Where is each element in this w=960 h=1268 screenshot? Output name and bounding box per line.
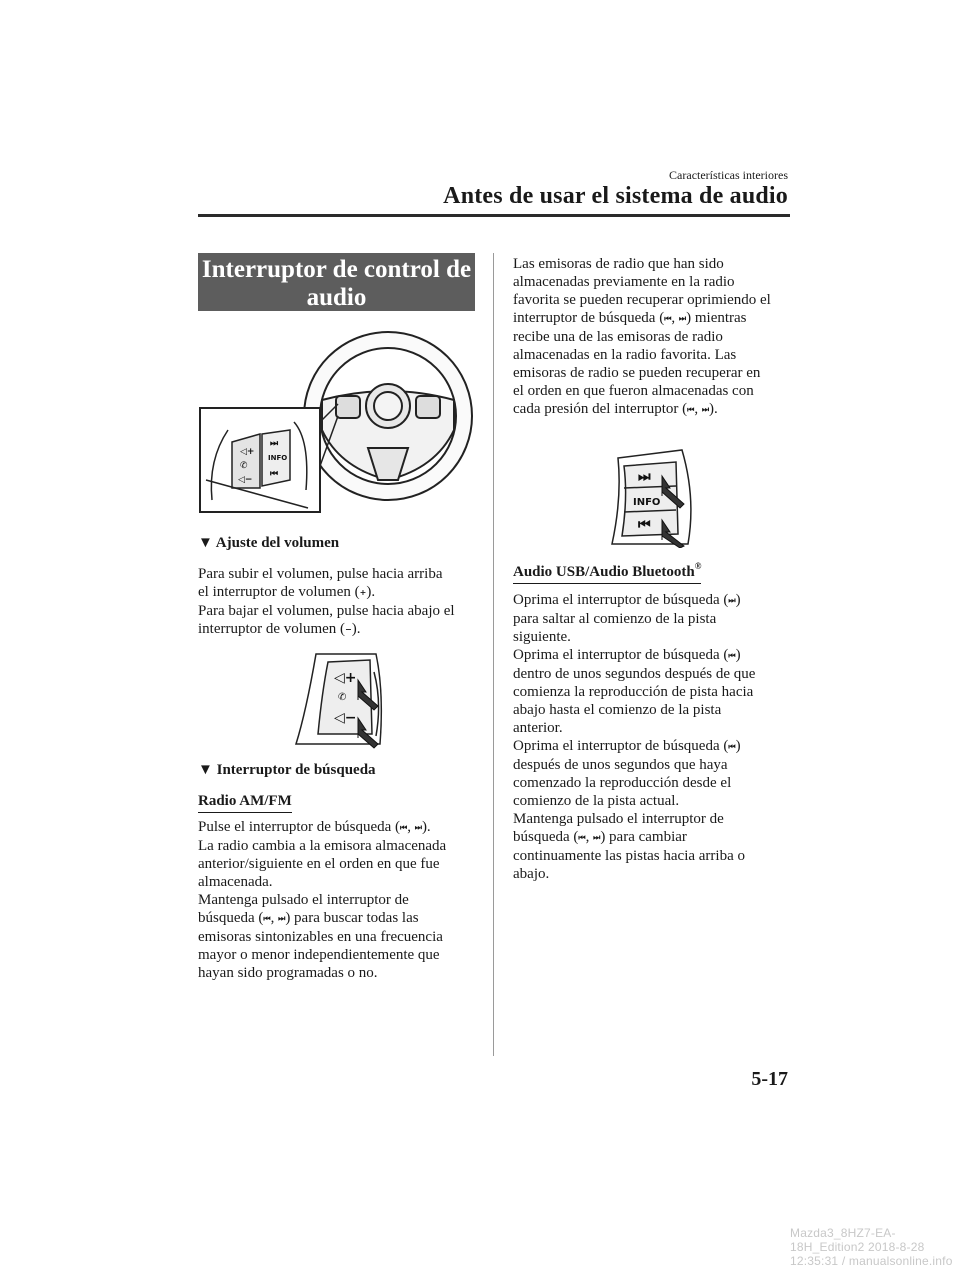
svg-text:⏭: ⏭ (638, 469, 651, 485)
volume-subheading (198, 535, 339, 552)
svg-text:◁+: ◁+ (334, 670, 357, 686)
search-back-icon: ⏮ (400, 823, 408, 832)
footer-watermark: Mazda3_8HZ7-EA-18H_Edition2 2018-8-28 12:35:31 / manualsonline.info (790, 1226, 953, 1268)
svg-text:✆: ✆ (240, 461, 248, 471)
text-line: abajo. (513, 866, 550, 882)
steering-wheel-drawing (304, 332, 472, 500)
text-line: comienzo de la pista actual. (513, 793, 680, 809)
svg-text:◁−: ◁− (334, 710, 357, 726)
text-line: Pulse el interruptor de búsqueda (⏮, ⏭). (198, 819, 431, 835)
search-back-icon: ⏮ (687, 405, 695, 414)
text-line: mayor o menor independientemente que (198, 947, 440, 963)
registered-mark: ® (694, 561, 702, 571)
text-line: para saltar al comienzo de la pista (513, 611, 717, 627)
text-line: anterior/siguiente en el orden en que fue (198, 856, 440, 872)
volume-subheading-text: Ajuste del volumen (215, 535, 340, 551)
triangle-bullet-icon: ▼ (198, 762, 217, 778)
svg-text:◁−: ◁− (238, 475, 253, 485)
search-back-icon: ⏮ (728, 651, 736, 660)
radio-paragraph (198, 818, 446, 982)
usb-paragraph (513, 591, 755, 883)
text-line: búsqueda (⏮, ⏭) para buscar todas las (198, 910, 419, 926)
text-line: Para subir el volumen, pulse hacia arriba (198, 566, 443, 582)
search-switch-illustration (600, 448, 700, 548)
section-heading: Interruptor de control de audio (198, 253, 475, 311)
search-back-icon: ⏮ (664, 314, 672, 323)
text-line: después de unos segundos que haya (513, 757, 728, 773)
radio-heading: Radio AM/FM (198, 792, 292, 813)
info-label-small: INFO (268, 454, 288, 462)
text-line: Para bajar el volumen, pulse hacia abajo el (198, 603, 455, 619)
volume-up-icon: + (359, 588, 367, 597)
text-line: hayan sido programadas o no. (198, 965, 378, 981)
text-line: almacenadas en la radio favorita. Las (513, 347, 737, 363)
text-line: el interruptor de volumen (+). (198, 584, 376, 600)
text-line: favorita se pueden recuperar oprimiendo el (513, 292, 771, 308)
text-line: el orden en que fueron almacenadas con (513, 383, 754, 399)
text-line: Mantenga pulsado el interruptor de (513, 811, 724, 827)
text-line: abajo hasta el comienzo de la pista (513, 702, 722, 718)
text-line: Oprima el interruptor de búsqueda (⏮) (513, 647, 741, 663)
volume-switch-illustration (288, 652, 388, 752)
text-line: dentro de unos segundos después de que (513, 666, 756, 682)
text-line: Oprima el interruptor de búsqueda (⏭) (513, 592, 741, 608)
text-line: interruptor de volumen (−). (198, 621, 361, 637)
search-back-icon: ⏮ (578, 833, 586, 842)
text-line: emisoras de radio se pueden recuperar en (513, 365, 761, 381)
info-label: INFO (633, 497, 661, 508)
text-line: La radio cambia a la emisora almacenada (198, 838, 447, 854)
svg-text:⏮: ⏮ (638, 517, 651, 533)
page-title: Antes de usar el sistema de audio (443, 183, 788, 209)
volume-paragraph (198, 565, 455, 639)
header-divider (198, 214, 790, 217)
text-line: búsqueda (⏮, ⏭) para cambiar (513, 829, 687, 845)
volume-down-icon: − (345, 625, 352, 634)
search-subheading (198, 762, 376, 779)
text-line: almacenadas previamente en la radio (513, 274, 735, 290)
text-line: almacenada. (198, 874, 273, 890)
text-line: anterior. (513, 720, 563, 736)
text-line: interruptor de búsqueda (⏮, ⏭) mientras (513, 310, 747, 326)
steering-wheel-illustration (198, 330, 478, 515)
text-line: comenzado la reproducción desde el (513, 775, 732, 791)
search-forward-icon: ⏭ (593, 833, 601, 842)
search-forward-icon: ⏭ (278, 914, 286, 923)
svg-text:◁+: ◁+ (240, 447, 255, 457)
text-line: Oprima el interruptor de búsqueda (⏮) (513, 738, 741, 754)
search-back-icon: ⏮ (728, 742, 736, 751)
svg-text:✆: ✆ (338, 692, 347, 703)
search-subheading-text: Interruptor de búsqueda (216, 762, 376, 778)
text-line: Mantenga pulsado el interruptor de (198, 892, 409, 908)
text-line: comienza la reproducción de pista hacia (513, 684, 754, 700)
text-line: cada presión del interruptor (⏮, ⏭). (513, 401, 718, 417)
search-forward-icon: ⏭ (414, 823, 422, 832)
triangle-bullet-icon: ▼ (198, 535, 216, 551)
text-line: emisoras sintonizables en una frecuencia (198, 929, 443, 945)
text-line: Las emisoras de radio que han sido (513, 256, 724, 272)
section-label: Características interiores (669, 168, 788, 182)
svg-text:⏮: ⏮ (270, 469, 279, 479)
usb-heading: Audio USB/Audio Bluetooth® (513, 561, 701, 584)
search-back-icon: ⏮ (263, 914, 271, 923)
text-line: continuamente las pistas hacia arriba o (513, 848, 745, 864)
search-forward-icon: ⏭ (678, 314, 687, 323)
svg-text:⏭: ⏭ (270, 439, 279, 449)
favorites-paragraph (513, 255, 771, 419)
search-forward-icon: ⏭ (728, 596, 736, 605)
search-forward-icon: ⏭ (701, 405, 710, 414)
page-number: 5-17 (751, 1068, 788, 1090)
text-line: recibe una de las emisoras de radio (513, 329, 723, 345)
text-line: siguiente. (513, 629, 571, 645)
column-divider (493, 253, 494, 1056)
